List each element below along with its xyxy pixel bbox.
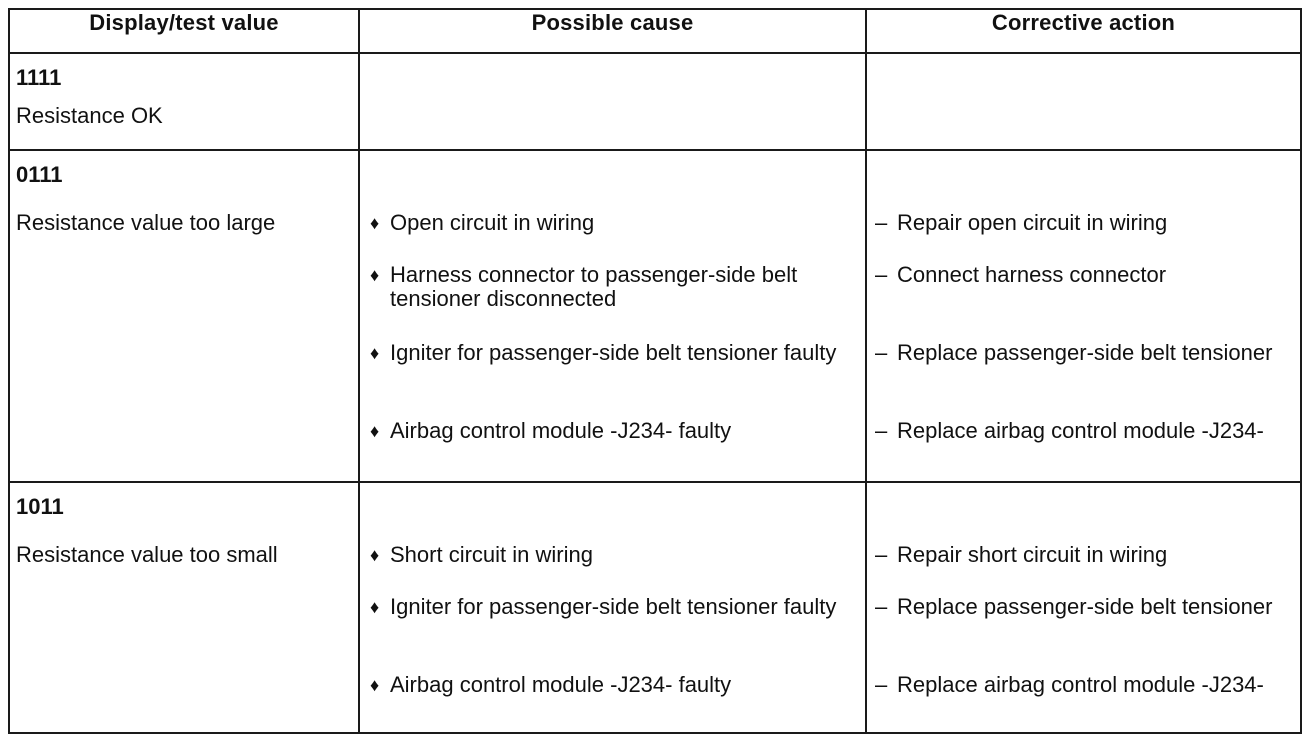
display-value-cell [9,150,359,482]
dash-icon: – [875,262,888,287]
cause-item [360,263,865,341]
header-possible-cause: Possible cause [359,9,866,53]
diagnostic-table [8,8,1302,734]
dash-icon: – [875,340,888,365]
action-text: Replace passenger-side belt tensioner [897,340,1273,365]
display-code: 1111 [16,65,62,90]
display-code: 1011 [16,494,64,519]
action-text: Connect harness connector [897,262,1167,287]
action-item [867,673,1300,697]
table-row [9,53,1301,150]
cause-text: Airbag control module -J234- faulty [390,672,732,697]
cause-item [360,543,865,595]
bullet-icon: ♦ [370,421,380,441]
action-text: Replace airbag control module -J234- [897,672,1264,697]
cause-text: Harness connector to passenger-side belt tensioner disconnected [390,262,798,311]
cause-item [360,341,865,419]
action-text: Repair open circuit in wiring [897,210,1168,235]
cause-item [360,673,865,697]
action-item [867,595,1300,673]
action-item [867,263,1300,341]
bullet-icon: ♦ [370,675,380,695]
corrective-action-cell [866,53,1301,150]
bullet-icon: ♦ [370,343,380,363]
table-row [9,482,1301,733]
header-row [9,9,1301,53]
corrective-action-cell [866,482,1301,733]
header-corrective-action: Corrective action [866,9,1301,53]
header-display-test-value: Display/test value [9,9,359,53]
display-description: Resistance value too large [16,210,276,235]
bullet-icon: ♦ [370,265,380,285]
action-text: Replace airbag control module -J234- [897,418,1264,443]
display-value-cell [9,482,359,733]
bullet-icon: ♦ [370,545,380,565]
dash-icon: – [875,210,888,235]
bullet-icon: ♦ [370,597,380,617]
action-text: Repair short circuit in wiring [897,542,1168,567]
corrective-action-cell [866,150,1301,482]
possible-cause-cell [359,150,866,482]
display-value-cell [9,53,359,150]
dash-icon: – [875,672,888,697]
display-description: Resistance OK [16,103,163,128]
table-row [9,150,1301,482]
bullet-icon: ♦ [370,213,380,233]
action-item [867,419,1300,443]
display-code: 0111 [16,162,63,187]
possible-cause-cell [359,482,866,733]
action-text: Replace passenger-side belt tensioner [897,594,1273,619]
cause-item [360,419,865,443]
dash-icon: – [875,542,888,567]
cause-text: Airbag control module -J234- faulty [390,418,732,443]
display-description: Resistance value too small [16,542,278,567]
cause-item [360,211,865,263]
dash-icon: – [875,594,888,619]
dash-icon: – [875,418,888,443]
cause-text: Short circuit in wiring [390,542,593,567]
possible-cause-cell [359,53,866,150]
cause-item [360,595,865,673]
cause-text: Open circuit in wiring [390,210,595,235]
action-item [867,211,1300,263]
action-item [867,543,1300,595]
action-item [867,341,1300,419]
cause-text: Igniter for passenger-side belt tensioner faulty [390,340,837,365]
cause-text: Igniter for passenger-side belt tensioner faulty [390,594,837,619]
